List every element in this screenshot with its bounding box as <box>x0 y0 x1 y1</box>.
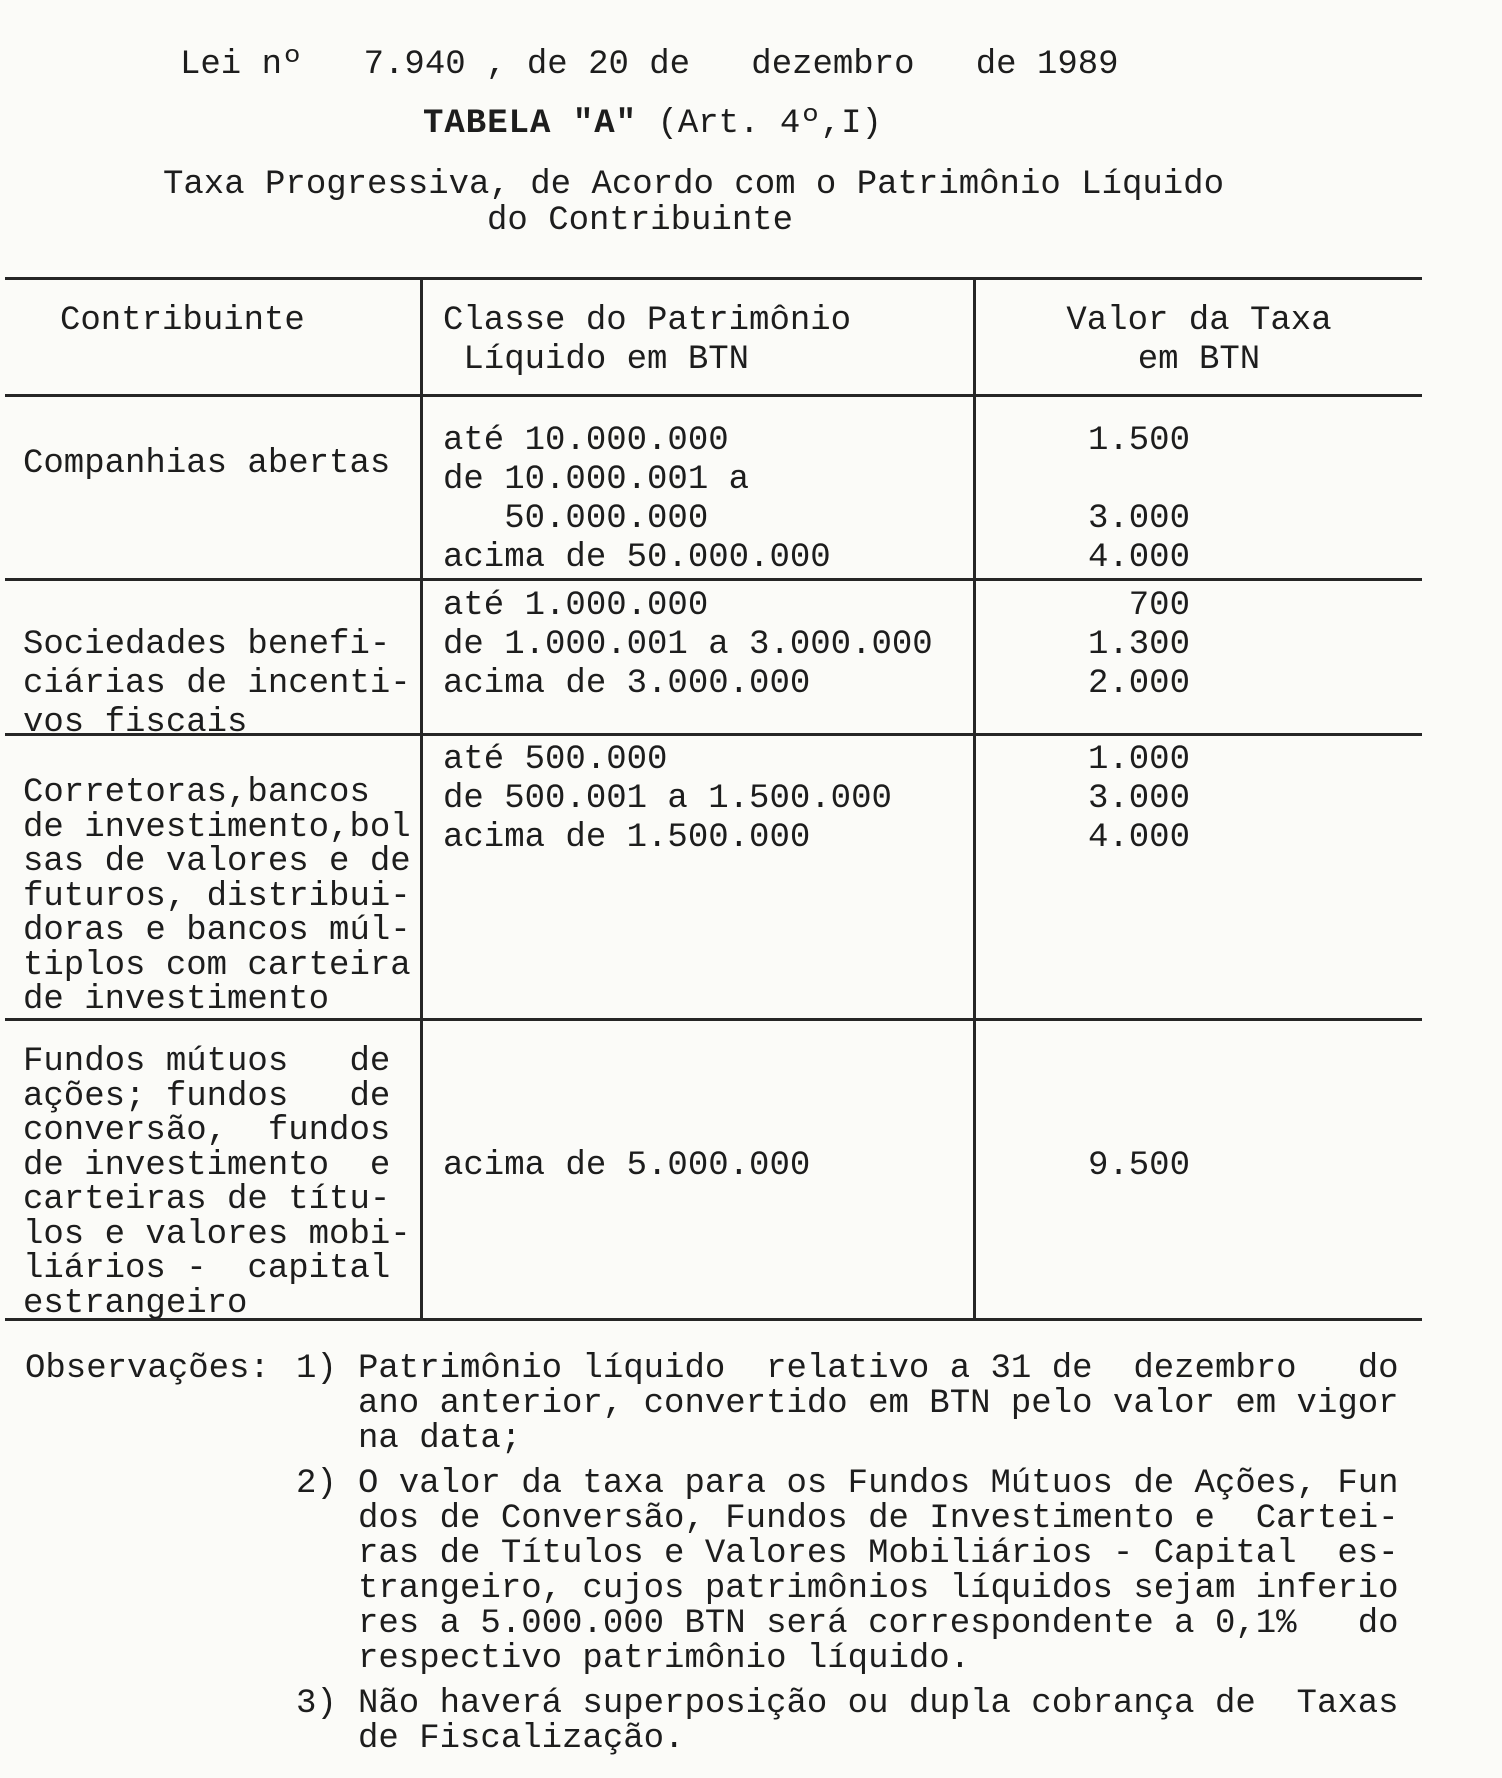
cell-line: 9.500 <box>1087 1147 1190 1185</box>
table-title-bold: TABELA "A" <box>423 105 638 143</box>
cell-contribuinte <box>5 397 420 578</box>
table-title-article: (Art. 4º,I) <box>637 105 882 143</box>
header-line: Valor da Taxa <box>1066 302 1332 340</box>
column-header-contribuinte <box>5 280 420 394</box>
observation-text <box>358 1687 1399 1757</box>
observation-line: na data; <box>358 1420 522 1458</box>
cell-line: ações; fundos de <box>23 1077 391 1116</box>
cell-line: 3.000 <box>1087 780 1190 818</box>
observation-line: trangeiro, cujos patrimônios líquidos sejam inferio <box>358 1570 1399 1608</box>
cell-line: 50.000.000 <box>443 500 709 538</box>
cell-line: até 500.000 <box>443 741 668 779</box>
observation-line: respectivo patrimônio líquido. <box>358 1640 971 1678</box>
cell-line: 4.000 <box>1087 819 1190 857</box>
observation-number: 1) <box>296 1350 337 1388</box>
cell-valor <box>973 1021 1422 1318</box>
column-header-valor <box>973 280 1422 394</box>
cell-line: 4.000 <box>1087 539 1190 577</box>
observation-line: dos de Conversão, Fundos de Investimento e Cartei- <box>358 1500 1399 1538</box>
cell-line: Sociedades benefi- <box>23 626 391 664</box>
cell-line: futuros, distribui- <box>23 877 411 916</box>
observation-line: Patrimônio líquido relativo a 31 de dezembro do <box>358 1350 1399 1388</box>
cell-line: de investimento,bol <box>23 808 411 847</box>
observations-items <box>296 1352 1465 1757</box>
cell-line: de 1.000.001 a 3.000.000 <box>443 626 933 664</box>
cell-valor <box>973 581 1422 733</box>
table-row-fundos-mutuos <box>5 1021 1422 1321</box>
cell-line: de 10.000.001 a <box>443 461 750 499</box>
column-header-classe <box>420 280 973 394</box>
observation-line: ano anterior, convertido em BTN pelo valor em vigor <box>358 1385 1399 1423</box>
cell-classe <box>420 736 973 1018</box>
observation-number: 3) <box>296 1685 337 1723</box>
header-line: Classe do Patrimônio <box>443 302 852 340</box>
table-row-companhias-abertas <box>5 397 1422 581</box>
cell-line: Corretoras,bancos <box>23 774 370 812</box>
cell-line <box>976 461 1190 500</box>
document-subtitle-line1: Taxa Progressiva, de Acordo com o Patrimônio Líquido <box>163 166 1224 204</box>
cell-line: de 500.001 a 1.500.000 <box>443 780 892 818</box>
tax-table <box>5 277 1422 1321</box>
observation-item-3 <box>296 1687 1465 1757</box>
observations-section <box>25 1352 1465 1757</box>
observation-number: 2) <box>296 1465 337 1503</box>
cell-contribuinte <box>5 1021 420 1318</box>
cell-line: até 10.000.000 <box>443 422 729 460</box>
cell-line: carteiras de títu- <box>23 1181 391 1219</box>
cell-line: de investimento e <box>23 1146 391 1185</box>
observation-line: ras de Títulos e Valores Mobiliários - Capital es- <box>358 1535 1399 1573</box>
observation-line: O valor da taxa para os Fundos Mútuos de Ações, Fun <box>358 1465 1399 1503</box>
cell-line: 700 <box>1128 587 1190 625</box>
observation-item-1 <box>296 1352 1465 1457</box>
cell-line: ciárias de incenti- <box>23 665 411 703</box>
observation-line: de Fiscalização. <box>358 1720 685 1758</box>
cell-line: Companhias abertas <box>23 445 391 483</box>
cell-line: 2.000 <box>1087 665 1190 703</box>
cell-line: acima de 5.000.000 <box>443 1147 811 1185</box>
cell-line: Fundos mútuos de <box>23 1043 391 1081</box>
cell-classe <box>420 581 973 733</box>
cell-line: de investimento <box>23 981 330 1018</box>
cell-line: doras e bancos múl- <box>23 912 411 950</box>
cell-line: acima de 50.000.000 <box>443 539 831 577</box>
observations-label: Observações: <box>25 1350 270 1388</box>
header-line: em BTN <box>1137 341 1261 379</box>
cell-classe <box>420 1021 973 1318</box>
cell-contribuinte <box>5 581 420 733</box>
table-row-corretoras-bancos <box>5 736 1422 1021</box>
cell-line: liários - capital <box>23 1250 391 1288</box>
cell-line: 1.300 <box>1087 626 1190 664</box>
law-reference-line: Lei nº 7.940 , de 20 de dezembro de 1989 <box>180 46 1119 84</box>
cell-valor <box>973 397 1422 578</box>
cell-line: até 1.000.000 <box>443 587 709 625</box>
cell-line: conversão, fundos <box>23 1112 391 1150</box>
cell-line: tiplos com carteira <box>23 946 411 985</box>
cell-line: acima de 1.500.000 <box>443 819 811 857</box>
table-header-row <box>5 280 1422 397</box>
observation-item-2 <box>296 1467 1465 1677</box>
observation-text <box>358 1467 1399 1677</box>
table-row-sociedades-beneficiarias <box>5 581 1422 736</box>
observation-line: Não haverá superposição ou dupla cobrança de Taxas <box>358 1685 1399 1723</box>
cell-line: estrangeiro <box>23 1284 248 1318</box>
observation-line: res a 5.000.000 BTN será correspondente a 0,1% do <box>358 1605 1399 1643</box>
cell-contribuinte <box>5 736 420 1018</box>
cell-line: acima de 3.000.000 <box>443 665 811 703</box>
table-title <box>423 105 882 143</box>
header-line: Líquido em BTN <box>443 341 750 379</box>
cell-line: 1.000 <box>1087 741 1190 779</box>
cell-line: 3.000 <box>1087 500 1190 538</box>
header-line: Contribuinte <box>60 302 305 340</box>
cell-line: los e valores mobi- <box>23 1215 411 1254</box>
cell-valor <box>973 736 1422 1018</box>
cell-line: 1.500 <box>1087 422 1190 460</box>
observation-text <box>358 1352 1399 1457</box>
cell-line: vos fiscais <box>23 704 248 733</box>
cell-line: sas de valores e de <box>23 843 411 881</box>
document-subtitle-line2: do Contribuinte <box>487 202 794 240</box>
cell-classe <box>420 397 973 578</box>
